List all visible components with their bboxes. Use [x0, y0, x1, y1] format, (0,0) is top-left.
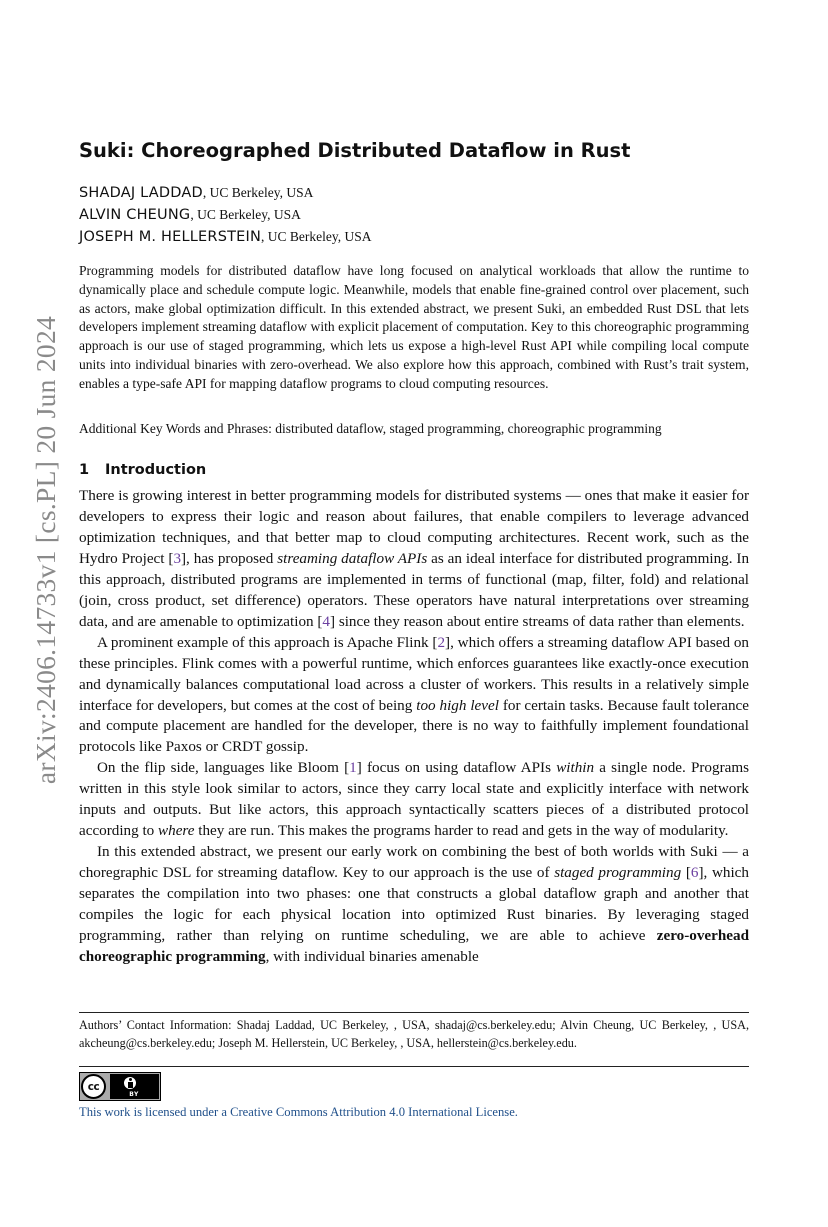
text-run: On the flip side, languages like Bloom [	[97, 759, 350, 777]
paragraph	[79, 758, 749, 842]
text-run: ] focus on using dataflow APIs	[356, 759, 557, 777]
author-line	[79, 207, 301, 223]
paragraph	[79, 486, 749, 633]
text-run: In this extended abstract, we present our early work on combining the best of both worlds with Suki — a choregraphic DSL for streaming dataflow. Key to our approach is the use of	[79, 843, 749, 882]
text-run: A prominent example of this approach is Apache Flink [	[97, 633, 438, 651]
citation-link[interactable]: 4	[322, 612, 330, 630]
citation-link[interactable]: 3	[173, 549, 182, 567]
abstract: Programming models for distributed dataflow have long focused on analytical workloads that allow the runtime to dynamically place and schedule compute logic. Meanwhile, models that enable fine-grained control over placement, such as actors, make global optimization difficult. In this extended abstract, we present Suki, an embedded Rust DSL that lets developers implement streaming dataflow with explicit placement of computation. Key to this choreographic programming approach is our use of staged programming, which lets us expose a high-level Rust API while compiling local compute units into individual binaries with zero-overhead. We also explore how this approach, combined with Rust’s trait system, enables a type-safe API for mapping dataflow programs to cloud computing resources.	[79, 263, 749, 391]
text-run: for certain tasks. Because fault tolerance and compute placement are handled for the developer, there is no way to faithfully implement foundational protocols like Paxos or CRDT gossip.	[79, 696, 749, 756]
text-run: ] since they reason about entire streams of data rather than elements.	[330, 612, 745, 630]
paragraph	[79, 633, 749, 759]
author-line	[79, 185, 313, 201]
section-title: Introduction	[105, 462, 207, 478]
emphasis: streaming dataflow APIs	[277, 549, 428, 567]
author-affiliation: , UC Berkeley, USA	[190, 207, 301, 222]
paper-title: Suki: Choreographed Distributed Dataflow in Rust	[79, 139, 631, 162]
footnote-divider	[79, 1012, 749, 1013]
text-run: as an ideal interface for distributed programming. In this approach, distributed programs are implemented in terms of functional (map, filter, fold) and relational (join, cross product, set difference) operators. These operators have natural interpretations over streaming data, and are amenable to optimization [	[79, 549, 750, 630]
text-run: ], which offers a streaming dataflow API based on these principles. Flink comes with a powerful runtime, which enforces guarantees like exactly-once execution and dynamically balances computational load across a cluster of workers. This results in a relatively simple interface for developers, but comes at the cost of being	[79, 633, 749, 714]
attribution-person-icon	[122, 1075, 138, 1091]
person-body-shape	[128, 1082, 133, 1088]
by-label: BY	[129, 1091, 139, 1098]
text-run: There is growing interest in better programming models for distributed systems — ones that make it easier for developers to express their logic and reason about failures, that enable compilers to leverage advanced optimization techniques, and that better map to cloud computing architectures. Recent work, such as the Hydro Project [	[79, 487, 749, 567]
section-heading	[79, 462, 206, 478]
text-run: a single node. Programs written in this style look similar to actors, since they carry local state and explicitly interface with network inputs and outputs. But like actors, this approach syntactically scatters pieces of a distributed protocol according to	[79, 759, 750, 840]
person-head-shape	[129, 1078, 132, 1081]
cc-logo-icon: cc	[81, 1074, 106, 1099]
arxiv-identifier-stamp	[16, 250, 76, 850]
author-name: ALVIN CHEUNG	[79, 207, 191, 223]
license-divider	[79, 1066, 749, 1067]
text-run: [	[681, 864, 691, 882]
author-contact-information: Authors’ Contact Information: Shadaj Laddad, UC Berkeley, , USA, shadaj@cs.berkeley.edu; Alvin Cheung, UC Berkeley, , USA, akcheung@cs.berkeley.edu; Joseph M. Hellerstein, UC Berkeley, , USA, hellerstein@cs.berkeley.edu.	[79, 1018, 749, 1050]
creative-commons-by-badge[interactable]	[79, 1072, 161, 1101]
citation-link[interactable]: 6	[690, 864, 699, 882]
introduction-body	[79, 486, 749, 968]
emphasis: too high level	[416, 696, 499, 714]
emphasis: staged programming	[554, 864, 682, 882]
author-name: JOSEPH M. HELLERSTEIN	[79, 229, 262, 245]
text-run: ], which separates the compilation into two phases: one that constructs a global dataflow graph and another that compiles the logic for each physical location into optimized Rust binaries. By leveraging staged programming, rather than relying on runtime scheduling, we are able to achieve	[79, 864, 749, 945]
arxiv-identifier-text: arXiv:2406.14733v1 [cs.PL] 20 Jun 2024	[30, 315, 61, 785]
section-number: 1	[79, 462, 90, 478]
text-run: , with individual binaries amenable	[265, 947, 479, 965]
author-affiliation: , UC Berkeley, USA	[202, 185, 314, 200]
citation-link[interactable]: 2	[437, 633, 446, 651]
text-run: ], has proposed	[181, 549, 278, 567]
author-affiliation: , UC Berkeley, USA	[261, 229, 372, 244]
author-name: SHADAJ LADDAD	[79, 185, 203, 201]
text-run: they are run. This makes the programs harder to read and gets in the way of modularity.	[194, 822, 729, 840]
bold-phrase: zero-overhead choreographic programming	[79, 927, 749, 965]
keywords: Additional Key Words and Phrases: distributed dataflow, staged programming, choreographic programming	[79, 421, 662, 436]
paragraph	[79, 842, 749, 968]
license-link[interactable]: This work is licensed under a Creative Commons Attribution 4.0 International License.	[79, 1105, 518, 1119]
citation-link[interactable]: 1	[349, 759, 357, 777]
emphasis: within	[556, 759, 595, 777]
emphasis: where	[158, 822, 195, 840]
author-line	[79, 229, 372, 245]
